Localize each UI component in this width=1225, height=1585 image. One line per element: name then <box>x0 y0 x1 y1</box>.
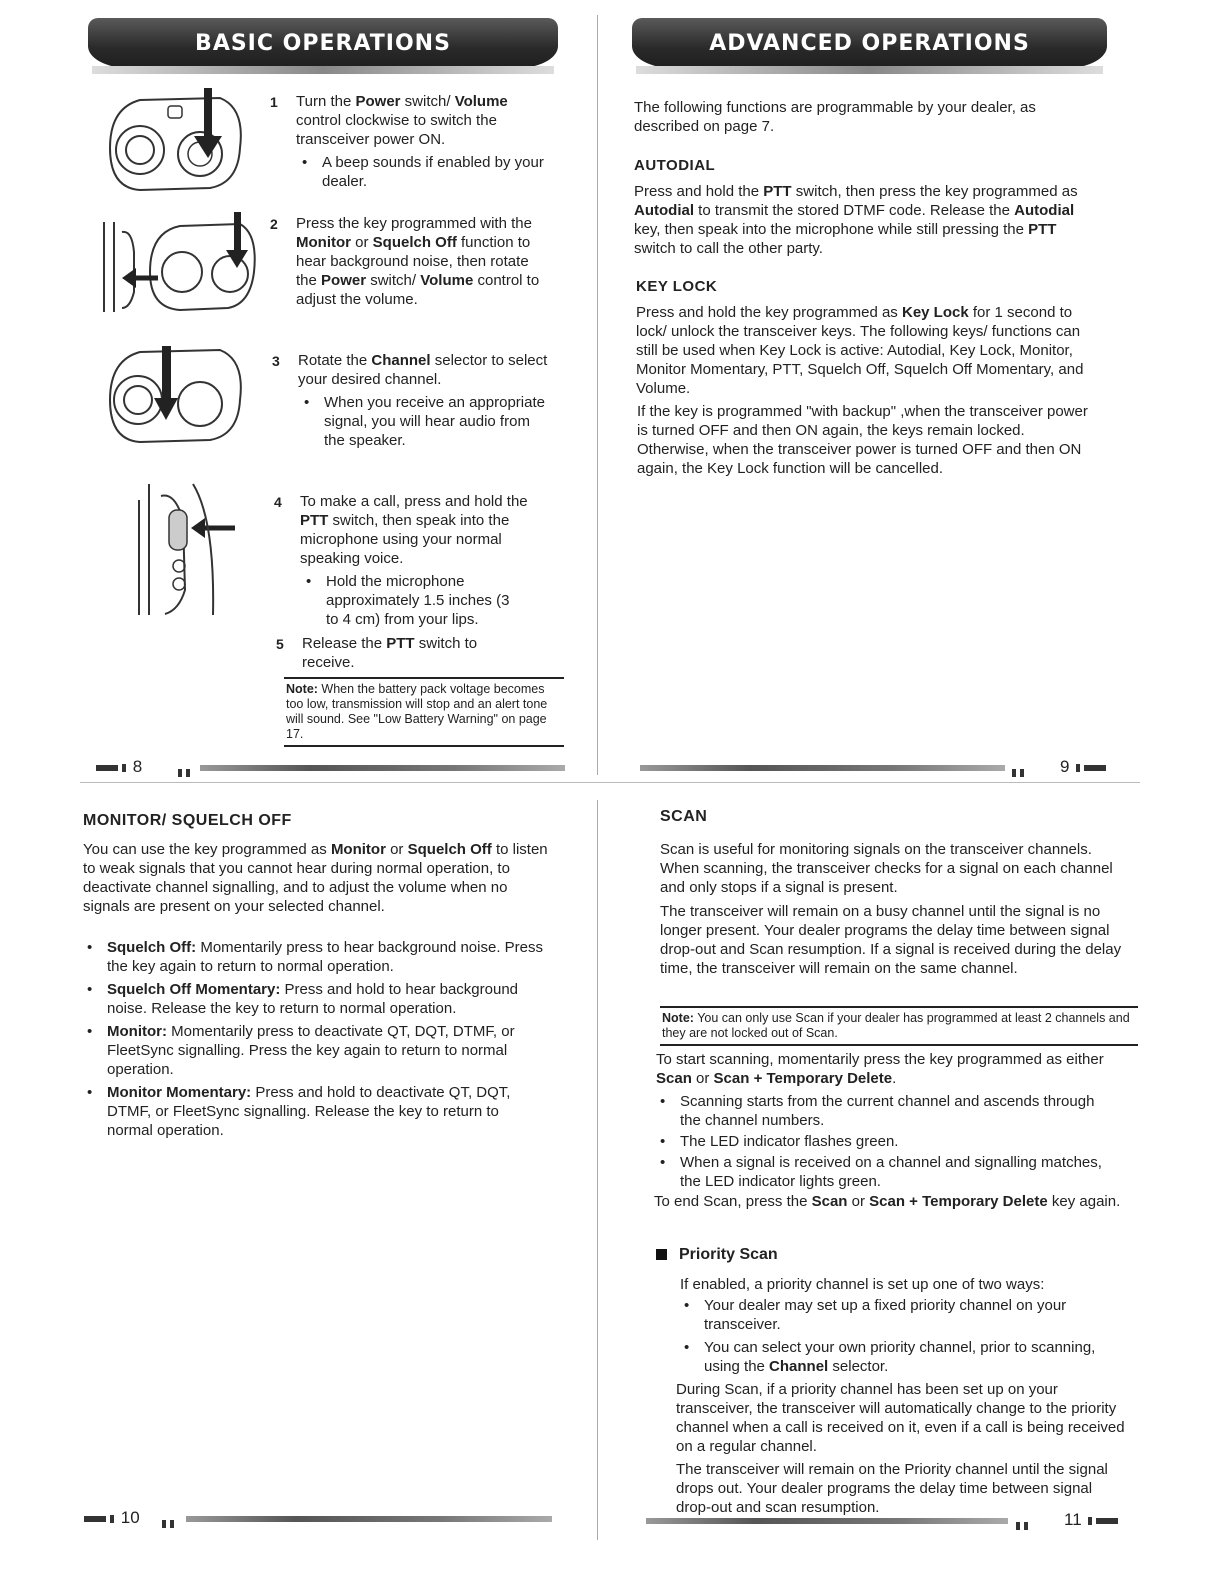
step-5-text: Release the PTT switch to receive. <box>302 635 478 671</box>
autodial-heading: AUTODIAL <box>634 157 716 174</box>
monitor-list <box>83 938 548 1142</box>
list-item: • When a signal is received on a channel and signalling matches, the LED indicator lights green. <box>656 1153 1116 1191</box>
priority-scan-heading: Priority Scan <box>656 1246 778 1264</box>
list-item: • Scanning starts from the current channel and ascends through the channel numbers. <box>656 1092 1116 1130</box>
autodial-text: Press and hold the PTT switch, then press the key programmed as Autodial to transmit the stored DTMF code. Release the Autodial key, then speak into the microphone while still pressing the PTT switch to call the other party. <box>634 183 1078 257</box>
priority-bullets <box>680 1296 1110 1378</box>
list-item: • Squelch Off Momentary: Press and hold to hear background noise. Release the key to return to normal operation. <box>83 980 548 1018</box>
scan-end-text: To end Scan, press the Scan or Scan + Temporary Delete key again. <box>654 1193 1121 1210</box>
radio-side-illustration <box>135 480 245 620</box>
page8-banner-shadow <box>92 66 554 74</box>
page10-footer-bar <box>186 1516 552 1522</box>
step-4-text: To make a call, press and hold the PTT switch, then speak into the microphone using your normal speaking voice. • Hold the microphone approximately 1.5 inches (3 to 4 cm) from your lips. <box>300 492 558 629</box>
center-divider-bottom <box>597 800 598 1540</box>
middle-divider <box>80 782 1140 783</box>
keylock-text-2: If the key is programmed "with backup" ,when the transceiver power is turned OFF and then ON again, the keys remain locked. Otherwise, when the transceiver power is turned OFF and then ON again, the Key Lock function will be cancelled. <box>637 403 1088 477</box>
page9-footer-squares <box>1010 764 1026 782</box>
page9-intro: The following functions are programmable by your dealer, as described on page 7. <box>634 99 1036 135</box>
scan-text-2: The transceiver will remain on a busy channel until the signal is no longer present. Your dealer programs the delay time between signal drop-out and Scan resumption. If a signal is received during the delay time, the transceiver will remain on the same channel. <box>660 903 1122 977</box>
keylock-heading: KEY LOCK <box>636 278 718 295</box>
page8-number: 8 <box>94 757 142 777</box>
scan-text-1: Scan is useful for monitoring signals on the transceiver channels. When scanning, the transceiver checks for a signal on each channel and only stops if a signal is present. <box>660 841 1113 896</box>
step-3-number: 3 <box>272 353 280 369</box>
square-bullet-icon <box>656 1249 667 1260</box>
step-4-bullet: • Hold the microphone approximately 1.5 inches (3 to 4 cm) from your lips. <box>300 572 526 629</box>
keylock-text-1: Press and hold the key programmed as Key Lock for 1 second to lock/ unlock the transceiver keys. The following keys/ functions can still be used when Key Lock is active: Autodial, Key Lock, Monitor, Monitor Momentary, PTT, Squelch Off, Squelch Off Momentary, and Volume. <box>636 304 1084 397</box>
page8-banner <box>88 18 558 68</box>
step-5-number: 5 <box>276 636 284 652</box>
page10-footer-squares <box>160 1515 176 1533</box>
page11-footer-squares <box>1014 1517 1030 1535</box>
page8-footer-bar <box>200 765 565 771</box>
radio-top-illustration-3 <box>100 340 250 445</box>
step-4-number: 4 <box>274 494 282 510</box>
priority-text-1: During Scan, if a priority channel has been set up on your transceiver, the transceiver will automatically change to the priority channel when a call is received on it, even if a call is being received on a regular channel. <box>676 1381 1125 1455</box>
scan-start-text: To start scanning, momentarily press the key programmed as either Scan or Scan + Temporary Delete. <box>656 1051 1104 1087</box>
page9-banner-shadow <box>636 66 1103 74</box>
page9-banner <box>632 18 1107 68</box>
monitor-intro: You can use the key programmed as Monitor or Squelch Off to listen to weak signals that you cannot hear during normal operation, to deactivate channel signalling, and to adjust the volume when no signals are present on your selected channel. <box>83 841 548 915</box>
monitor-squelch-heading: MONITOR/ SQUELCH OFF <box>83 812 292 829</box>
list-item: • Monitor: Momentarily press to deactivate QT, DQT, DTMF, or FleetSync signalling. Press the key again to return to normal operation. <box>83 1022 548 1079</box>
step-1-bullet: • A beep sounds if enabled by your dealer. <box>296 153 546 191</box>
page11-note: Note: You can only use Scan if your dealer has programmed at least 2 channels and they are not locked out of Scan. <box>660 1006 1138 1046</box>
page9-footer-bar <box>640 765 1005 771</box>
priority-text-2: The transceiver will remain on the Priority channel until the signal drops out. Your dealer programs the delay time between signal drop-out and scan resumption. <box>676 1461 1108 1516</box>
page9-number: 9 <box>1060 757 1108 777</box>
step-2-number: 2 <box>270 216 278 232</box>
page8-footer-squares <box>176 764 192 782</box>
page10-number: 10 <box>82 1508 140 1528</box>
scan-heading: SCAN <box>660 808 708 825</box>
page9-banner-title: ADVANCED OPERATIONS <box>709 30 1030 56</box>
center-divider-top <box>597 15 598 775</box>
step-1-text: Turn the Power switch/ Volume control clockwise to switch the transceiver power ON. • A beep sounds if enabled by your dealer. <box>296 92 546 191</box>
scan-bullets <box>656 1092 1116 1193</box>
list-item: • Squelch Off: Momentarily press to hear background noise. Press the key again to return to normal operation. <box>83 938 548 976</box>
list-item: • You can select your own priority channel, prior to scanning, using the Channel selector. <box>680 1338 1110 1376</box>
list-item: • Your dealer may set up a fixed priority channel on your transceiver. <box>680 1296 1110 1334</box>
list-item: • The LED indicator flashes green. <box>656 1132 1116 1151</box>
page8-note: Note: When the battery pack voltage becomes too low, transmission will stop and an alert tone will sound. See "Low Battery Warning" on page 17. <box>284 677 564 747</box>
step-3-text: Rotate the Channel selector to select your desired channel. • When you receive an appropriate signal, you will hear audio from the speaker. <box>298 351 548 450</box>
page11-number: 11 <box>1064 1510 1120 1530</box>
list-item: • Monitor Momentary: Press and hold to deactivate QT, DQT, DTMF, or FleetSync signalling. Release the key to return to normal operation. <box>83 1083 548 1140</box>
step-3-bullet: • When you receive an appropriate signal, you will hear audio from the speaker. <box>298 393 548 450</box>
priority-intro: If enabled, a priority channel is set up one of two ways: <box>680 1276 1045 1293</box>
radio-top-illustration-1 <box>100 88 250 198</box>
page11-footer-bar <box>646 1518 1008 1524</box>
step-1-number: 1 <box>270 94 278 110</box>
radio-top-illustration-2 <box>100 212 260 322</box>
page8-banner-title: BASIC OPERATIONS <box>195 30 451 56</box>
step-2-text: Press the key programmed with the Monitor or Squelch Off function to hear background noise, then rotate the Power switch/ Volume control to adjust the volume. <box>296 215 540 308</box>
